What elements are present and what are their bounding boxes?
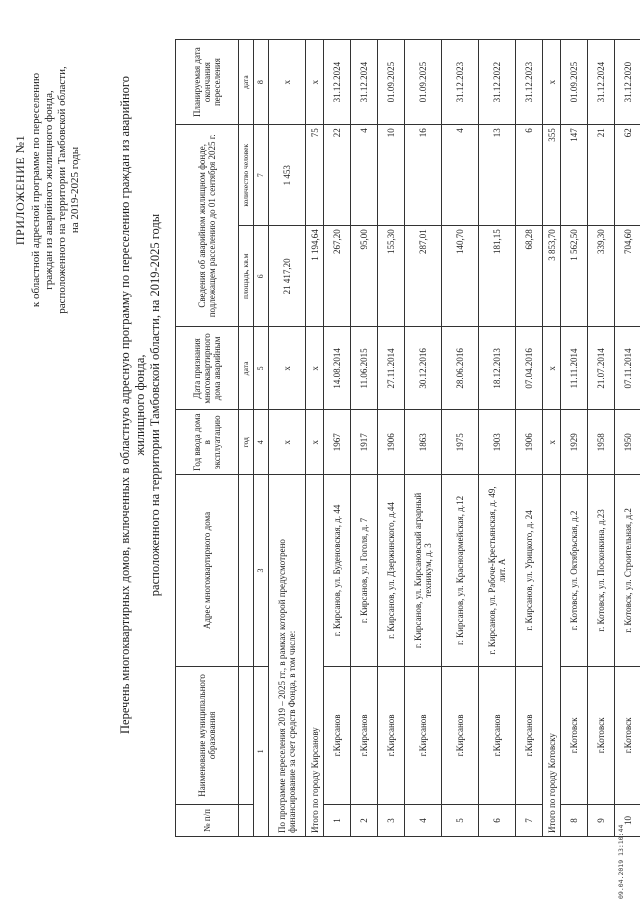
cell-date: 07.04.2016 xyxy=(516,327,543,410)
cell-num: 8 xyxy=(561,805,588,837)
table-row xyxy=(561,40,588,837)
houses-table xyxy=(175,39,640,837)
header-planned: Планируемая дата окончания переселения xyxy=(176,40,239,125)
cell-date: 27.11.2014 xyxy=(378,327,405,410)
colnum: 3 xyxy=(254,475,269,667)
cell-people: 10 xyxy=(378,125,405,226)
table-row xyxy=(378,40,405,837)
cell-year: 1903 xyxy=(479,410,516,475)
cell-date: 07.11.2014 xyxy=(615,327,640,410)
cell-area: 267,20 xyxy=(324,226,351,327)
cell-municipality: г.Кирсанов xyxy=(479,666,516,804)
cell-year: 1967 xyxy=(324,410,351,475)
cell-num: 3 xyxy=(378,805,405,837)
cell-municipality: г.Котовск xyxy=(588,666,615,804)
colnum: 6 xyxy=(254,226,269,327)
group-total-date: x xyxy=(306,327,324,410)
cell-year: 1863 xyxy=(405,410,442,475)
cell-num: 9 xyxy=(588,805,615,837)
cell-area: 140,70 xyxy=(442,226,479,327)
group-total-label: Итого по городу Кирсанову xyxy=(306,475,324,837)
cell-planned: 01.09.2025 xyxy=(561,40,588,125)
cell-year: 1975 xyxy=(442,410,479,475)
cell-address: г. Кирсанов, ул. Красноармейская, д.12 xyxy=(442,475,479,667)
colnum: 5 xyxy=(254,327,269,410)
subheader-area: площадь, кв.м xyxy=(239,226,254,327)
cell-people: 16 xyxy=(405,125,442,226)
header-year-built: Год ввода дома в эксплуатацию xyxy=(176,410,239,475)
cell-area: 155,30 xyxy=(378,226,405,327)
table-row xyxy=(351,40,378,837)
group-total-label: Итого по городу Котовску xyxy=(543,475,561,837)
cell-area: 68,28 xyxy=(516,226,543,327)
group-total-planned: x xyxy=(306,40,324,125)
group-total-row xyxy=(306,40,324,837)
header-num: № п/п xyxy=(176,805,239,837)
title-line: Перечень многоквартирных домов, включенных в областную адресную программу по переселению граждан из аварийного жилищного фонда, xyxy=(118,76,147,734)
cell-address: г. Кирсанов, ул. Кирсановский аграрный техникум, д. 3 xyxy=(405,475,442,667)
table-row xyxy=(516,40,543,837)
cell-area: 287,01 xyxy=(405,226,442,327)
cell-address: г. Котовск, ул. Посконкина, д.23 xyxy=(588,475,615,667)
cell-planned: 01.09.2025 xyxy=(405,40,442,125)
appendix-line: к областной адресной программе по переселению xyxy=(30,72,42,308)
cell-municipality: г.Кирсанов xyxy=(405,666,442,804)
cell-year: 1950 xyxy=(615,410,640,475)
cell-people: 22 xyxy=(324,125,351,226)
group-total-area: 1 194,64 xyxy=(306,226,324,327)
cell-address: г. Котовск, ул. Строительная, д.2 xyxy=(615,475,640,667)
cell-date: 18.12.2013 xyxy=(479,327,516,410)
table-row xyxy=(479,40,516,837)
cell-address: г. Кирсанов, ул. Рабоче-Крестьянская, д. 49, лит. А xyxy=(479,475,516,667)
cell-planned: 31.12.2023 xyxy=(516,40,543,125)
colnum: 4 xyxy=(254,410,269,475)
cell-num: 2 xyxy=(351,805,378,837)
cell-address: г. Котовск, ул. Октябрьская, д.2 xyxy=(561,475,588,667)
cell-address: г. Кирсанов, ул. Урицкого, д. 24 xyxy=(516,475,543,667)
cell-year: 1906 xyxy=(516,410,543,475)
appendix-line: граждан из аварийного жилищного фонда, xyxy=(43,90,55,290)
appendix-block xyxy=(14,40,82,340)
subheader-people: количество человек xyxy=(239,125,254,226)
table-row xyxy=(405,40,442,837)
appendix-line: расположенного на территории Тамбовской области, xyxy=(56,66,68,314)
group-total-year: x xyxy=(306,410,324,475)
cell-num: 10 xyxy=(615,805,640,837)
cell-year: 1906 xyxy=(378,410,405,475)
cell-address: г. Кирсанов, ул. Гоголя, д. 7 xyxy=(351,475,378,667)
group-total-planned: x xyxy=(543,40,561,125)
table-row xyxy=(442,40,479,837)
cell-num: 7 xyxy=(516,805,543,837)
colnum: 1 xyxy=(254,666,269,836)
document-title xyxy=(118,55,163,755)
cell-year: 1917 xyxy=(351,410,378,475)
header-municipality: Наименование муниципального образования xyxy=(176,666,239,804)
cell-planned: 31.12.2024 xyxy=(588,40,615,125)
cell-people: 21 xyxy=(588,125,615,226)
program-total-row xyxy=(269,40,306,837)
cell-date: 11.06.2015 xyxy=(351,327,378,410)
cell-planned: 31.12.2023 xyxy=(442,40,479,125)
cell-people: 62 xyxy=(615,125,640,226)
cell-people: 4 xyxy=(442,125,479,226)
cell-num: 5 xyxy=(442,805,479,837)
cell-address: г. Кирсанов, ул. Дзержинского, д.44 xyxy=(378,475,405,667)
cell-area: 181,15 xyxy=(479,226,516,327)
program-label: По программе переселения 2019 – 2025 гг., в рамках которой предусмотрено финансирование за счет средств Фонда, в том числе: xyxy=(269,475,306,837)
cell-address: г. Кирсанов, ул. Буденовская, д. 44 xyxy=(324,475,351,667)
cell-year: 1929 xyxy=(561,410,588,475)
subheader-planned-date: дата xyxy=(239,40,254,125)
cell-date: 28.06.2016 xyxy=(442,327,479,410)
table-row xyxy=(324,40,351,837)
cell-municipality: г.Кирсанов xyxy=(442,666,479,804)
group-total-people: 355 xyxy=(543,125,561,226)
cell-municipality: г.Кирсанов xyxy=(516,666,543,804)
table-row xyxy=(615,40,640,837)
group-total-date: x xyxy=(543,327,561,410)
table-row xyxy=(588,40,615,837)
cell-date: 14.08.2014 xyxy=(324,327,351,410)
group-total-year: x xyxy=(543,410,561,475)
cell-municipality: г.Котовск xyxy=(561,666,588,804)
cell-area: 1 562,50 xyxy=(561,226,588,327)
cell-num: 6 xyxy=(479,805,516,837)
title-line: расположенного на территории Тамбовской области, на 2019-2025 годы xyxy=(148,213,162,597)
header-fund-info: Сведения об аварийном жилищном фонде, подлежащем расселению до 01 сентября 2025 г. xyxy=(176,125,239,327)
cell-municipality: г.Кирсанов xyxy=(351,666,378,804)
cell-planned: 31.12.2024 xyxy=(324,40,351,125)
subheader-date: дата xyxy=(239,327,254,410)
program-year: x xyxy=(269,410,306,475)
appendix-heading: ПРИЛОЖЕНИЕ №1 xyxy=(13,134,27,246)
cell-planned: 01.09.2025 xyxy=(378,40,405,125)
cell-date: 11.11.2014 xyxy=(561,327,588,410)
group-total-people: 75 xyxy=(306,125,324,226)
cell-num: 4 xyxy=(405,805,442,837)
cell-municipality: г.Кирсанов xyxy=(378,666,405,804)
subheader-year: год xyxy=(239,410,254,475)
cell-municipality: г.Кирсанов xyxy=(324,666,351,804)
cell-area: 339,30 xyxy=(588,226,615,327)
cell-planned: 31.12.2022 xyxy=(479,40,516,125)
header-address: Адрес многоквартирного дома xyxy=(176,475,239,667)
group-total-row xyxy=(543,40,561,837)
cell-planned: 31.12.2020 xyxy=(615,40,640,125)
cell-date: 30.12.2016 xyxy=(405,327,442,410)
cell-year: 1958 xyxy=(588,410,615,475)
cell-municipality: г.Котовск xyxy=(615,666,640,804)
program-date: x xyxy=(269,327,306,410)
header-recognized: Дата признания многоквартирного дома аварийным xyxy=(176,327,239,410)
cell-area: 704,60 xyxy=(615,226,640,327)
colnum: 7 xyxy=(254,125,269,226)
cell-num: 1 xyxy=(324,805,351,837)
program-area: 21 417,20 xyxy=(269,226,306,327)
cell-date: 21.07.2014 xyxy=(588,327,615,410)
cell-area: 95,00 xyxy=(351,226,378,327)
print-timestamp: 09.04.2019 13:10:44 xyxy=(617,824,625,899)
program-people: 1 453 xyxy=(269,125,306,226)
cell-people: 4 xyxy=(351,125,378,226)
group-total-area: 3 853,70 xyxy=(543,226,561,327)
program-planned: x xyxy=(269,40,306,125)
cell-people: 6 xyxy=(516,125,543,226)
cell-people: 147 xyxy=(561,125,588,226)
cell-people: 13 xyxy=(479,125,516,226)
appendix-line: на 2019-2025 годы xyxy=(69,146,81,234)
cell-planned: 31.12.2024 xyxy=(351,40,378,125)
colnum: 8 xyxy=(254,40,269,125)
table-body xyxy=(269,40,640,837)
